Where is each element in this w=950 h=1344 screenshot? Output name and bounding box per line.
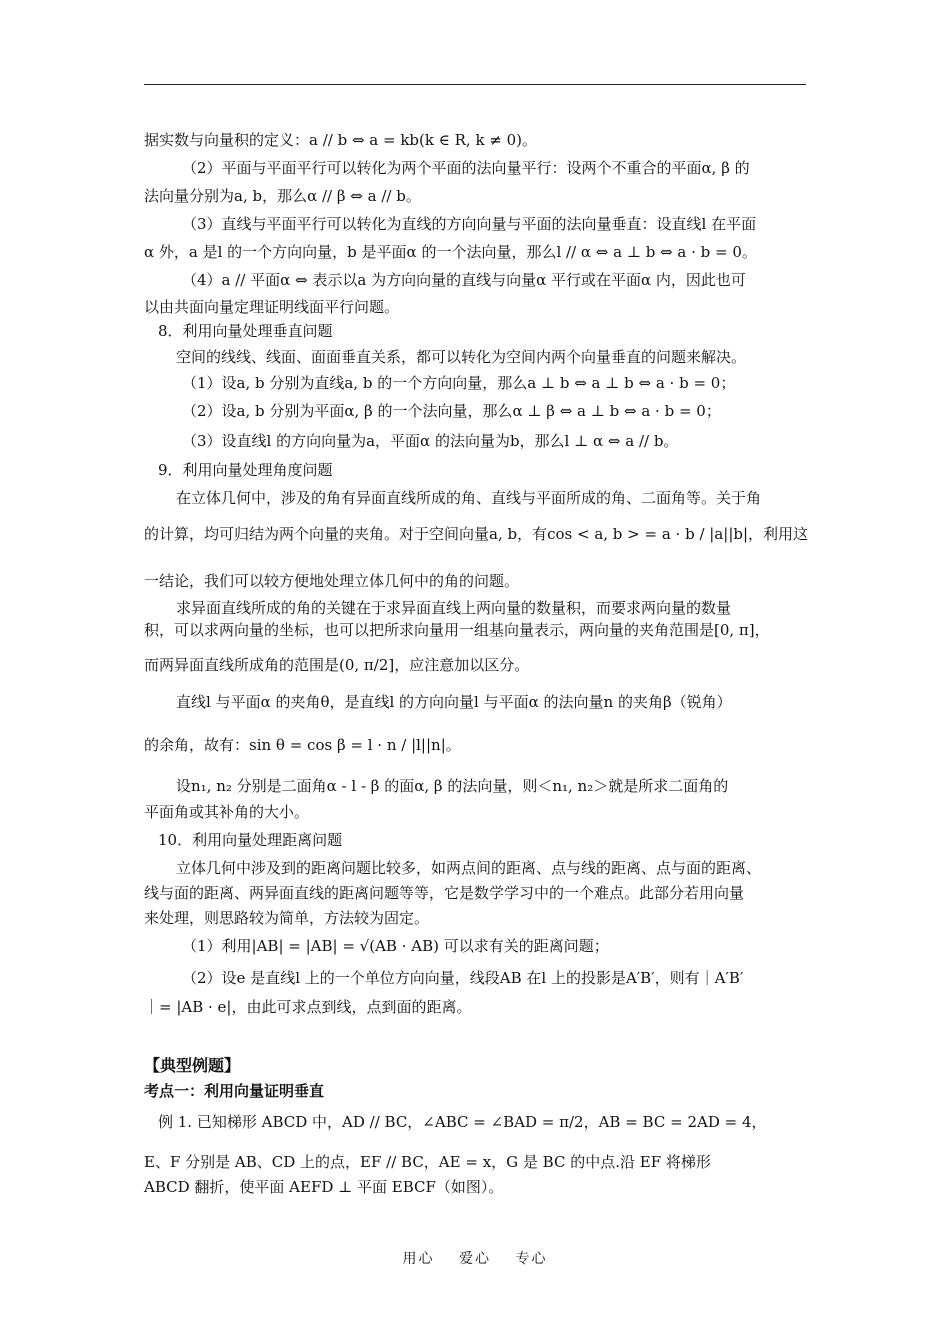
text-line: 求异面直线所成的角的关键在于求异面直线上两向量的数量积，而要求两向量的数量 [176,599,732,617]
subsection-title: 考点一：利用向量证明垂直 [144,1082,325,1100]
example-line: E、F 分别是 AB、CD 上的点，EF // BC，AE = x，G 是 BC 的中点.沿 EF 将梯形 [144,1153,711,1171]
text-line: 设n₁, n₂ 分别是二面角α - l - β 的面α, β 的法向量，则＜n₁, n₂＞就是所求二面角的 [176,777,729,795]
text-line: 而两异面直线所成角的范围是(0, π/2]，应注意加以区分。 [144,656,530,674]
text-line: （3）设直线l 的方向向量为a，平面α 的法向量为b，那么l ⊥ α ⇔ a // b。 [182,432,679,450]
text-line: 线与面的距离、两异面直线的距离问题等等，它是数学学习中的一个难点。此部分若用向量 [144,884,745,902]
text-line: （3）直线与平面平行可以转化为直线的方向向量与平面的法向量垂直：设直线l 在平面 [182,215,757,233]
text-line: 在立体几何中，涉及的角有异面直线所成的角、直线与平面所成的角、二面角等。关于角 [176,489,762,507]
text-line: 的余角，故有：sin θ = cos β = l · n / |l||n|。 [144,736,461,754]
text-line: α 外，a 是l 的一个方向向量，b 是平面α 的一个法向量，那么l // α ⇔ a ⊥ b ⇔ a · b = 0。 [144,243,757,261]
text-line: （2）设e 是直线l 上的一个单位方向向量，线段AB 在l 上的投影是A′B′，则有｜A′B′ [182,969,744,987]
text-line: 以由共面向量定理证明线面平行问题。 [144,298,400,316]
example-line: ABCD 翻折，使平面 AEFD ⊥ 平面 EBCF（如图）。 [144,1178,504,1196]
page-footer: 用心 爱心 专心 [402,1251,548,1267]
text-line: 直线l 与平面α 的夹角θ，是直线l 的方向向量l 与平面α 的法向量n 的夹角β（锐角） [176,693,732,711]
section-heading-9: 9．利用向量处理角度问题 [158,461,333,479]
text-line: （4）a // 平面α ⇔ 表示以a 为方向向量的直线与向量α 平行或在平面α 内，因此也可 [182,271,746,289]
text-line: （2）平面与平面平行可以转化为两个平面的法向量平行：设两个不重合的平面α, β 的 [182,159,750,177]
text-line: 积，可以求两向量的坐标，也可以把所求向量用一组基向量表示，两向量的夹角范围是[0, π]， [144,621,770,639]
example-line: 例 1. 已知梯形 ABCD 中，AD // BC，∠ABC = ∠BAD = π/2，AB = BC = 2AD = 4， [158,1113,767,1131]
text-line: 平面角或其补角的大小。 [144,803,310,821]
text-line: （2）设a, b 分别为平面α, β 的一个法向量，那么α ⊥ β ⇔ a ⊥ b ⇔ a · b = 0； [182,402,721,420]
text-line: （1）设a, b 分别为直线a, b 的一个方向向量，那么a ⊥ b ⇔ a ⊥ b ⇔ a · b = 0； [182,374,736,392]
text-line: ｜= |AB · e|，由此可求点到线，点到面的距离。 [144,998,472,1016]
text-line: 的计算，均可归结为两个向量的夹角。对于空间向量a, b，有cos < a, b > = a · b / |a||b|，利用这 [144,525,809,543]
section-heading-8: 8．利用向量处理垂直问题 [158,322,333,340]
text-line: 法向量分别为a, b，那么α // β ⇔ a // b。 [144,187,421,205]
text-line: 来处理，则思路较为简单，方法较为固定。 [144,909,430,927]
text-line: （1）利用|AB| = |AB| = √(AB · AB) 可以求有关的距离问题； [182,937,609,955]
text-line: 空间的线线、线面、面面垂直关系，都可以转化为空间内两个向量垂直的问题来解决。 [176,348,747,366]
section-title: 【典型例题】 [144,1056,241,1075]
text-line: 立体几何中涉及到的距离问题比较多，如两点间的距离、点与线的距离、点与面的距离、 [176,859,762,877]
text-line: 据实数与向量积的定义：a // b ⇔ a = kb(k ∈ R, k ≠ 0)。 [144,131,538,149]
text-line: 一结论，我们可以较方便地处理立体几何中的角的问题。 [144,572,520,590]
section-heading-10: 10．利用向量处理距离问题 [158,831,343,849]
header-rule [144,84,806,85]
